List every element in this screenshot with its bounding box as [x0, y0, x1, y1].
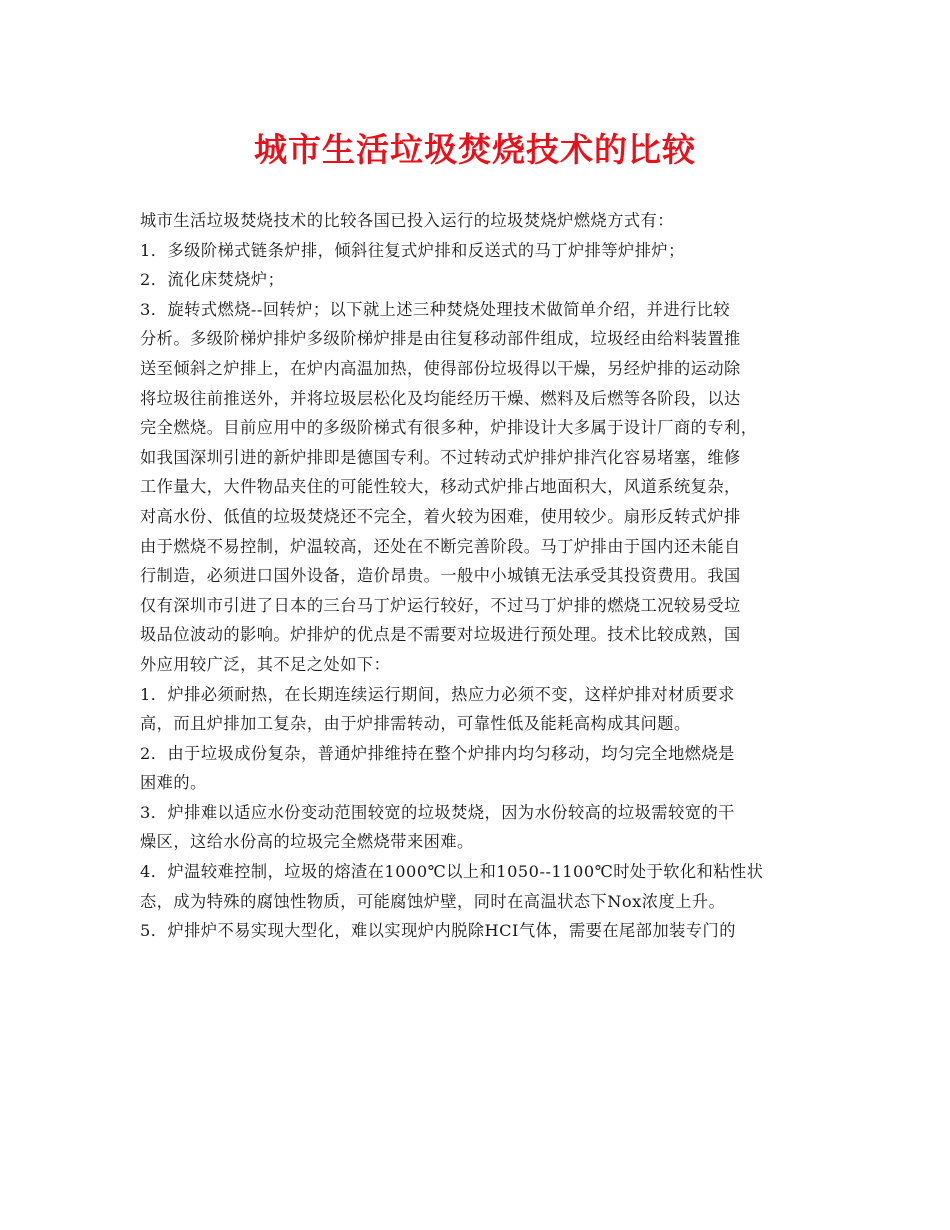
- body-line: 行制造，必须进口国外设备，造价昂贵。一般中小城镇无法承受其投资费用。我国: [140, 566, 741, 586]
- body-line: 2．由于垃圾成份复杂，普通炉排维持在整个炉排内均匀移动，均匀完全地燃烧是: [140, 743, 735, 763]
- body-line: 态，成为特殊的腐蚀性物质，可能腐蚀炉壁，同时在高温状态下Nox浓度上升。: [140, 891, 726, 911]
- body-line: 外应用较广泛，其不足之处如下：: [140, 654, 391, 674]
- document-body: [140, 206, 830, 946]
- body-line: 将垃圾往前推送外，并将垃圾层松化及均能经历干燥、燃料及后燃等各阶段，以达: [140, 388, 741, 408]
- body-line: 1．多级阶梯式链条炉排，倾斜往复式炉排和反送式的马丁炉排等炉排炉；: [140, 240, 685, 260]
- body-line: 由于燃烧不易控制，炉温较高，还处在不断完善阶段。马丁炉排由于国内还未能自: [140, 536, 741, 556]
- body-line: 送至倾斜之炉排上，在炉内高温加热，使得部份垃圾得以干燥，另经炉排的运动除: [140, 358, 741, 378]
- body-line: 2．流化床焚烧炉；: [140, 270, 285, 290]
- body-line: 仅有深圳市引进了日本的三台马丁炉运行较好，不过马丁炉排的燃烧工况较易受垃: [140, 595, 741, 615]
- body-line: 圾品位波动的影响。炉排炉的优点是不需要对垃圾进行预处理。技术比较成熟，国: [140, 625, 741, 645]
- body-line: 5．炉排炉不易实现大型化，难以实现炉内脱除HCI气体，需要在尾部加装专门的: [140, 921, 736, 941]
- body-line: 困难的。: [140, 773, 207, 793]
- body-line: 3．旋转式燃烧--回转炉；以下就上述三种焚烧处理技术做简单介绍，并进行比较: [140, 299, 731, 319]
- body-line: 燥区，这给水份高的垃圾完全燃烧带来困难。: [140, 832, 474, 852]
- body-line: 城市生活垃圾焚烧技术的比较各国已投入运行的垃圾焚烧炉燃烧方式有：: [140, 211, 674, 230]
- body-line: 完全燃烧。目前应用中的多级阶梯式有很多种，炉排设计大多属于设计厂商的专利，: [140, 418, 758, 438]
- document-title: 城市生活垃圾焚烧技术的比较: [254, 130, 696, 169]
- body-line: 如我国深圳引进的新炉排即是德国专利。不过转动式炉排炉排汽化容易堵塞，维修: [140, 447, 741, 467]
- body-line: 3．炉排难以适应水份变动范围较宽的垃圾焚烧，因为水份较高的垃圾需较宽的干: [140, 802, 735, 822]
- body-line: 高，而且炉排加工复杂，由于炉排需转动，可靠性低及能耗高构成其问题。: [140, 714, 691, 734]
- body-line: 对高水份、低值的垃圾焚烧还不完全，着火较为困难，使用较少。扇形反转式炉排: [140, 506, 741, 526]
- body-line: 1．炉排必须耐热，在长期连续运行期间，热应力必须不变，这样炉排对材质要求: [140, 684, 735, 704]
- body-line: 4．炉温较难控制，垃圾的熔渣在1000℃以上和1050--1100℃时处于软化和粘性状: [140, 862, 764, 882]
- body-line: 分析。多级阶梯炉排炉多级阶梯炉排是由往复移动部件组成，垃圾经由给料装置推: [140, 329, 741, 349]
- body-line: 工作量大，大件物品夹住的可能性较大，移动式炉排占地面积大，风道系统复杂，: [140, 477, 741, 497]
